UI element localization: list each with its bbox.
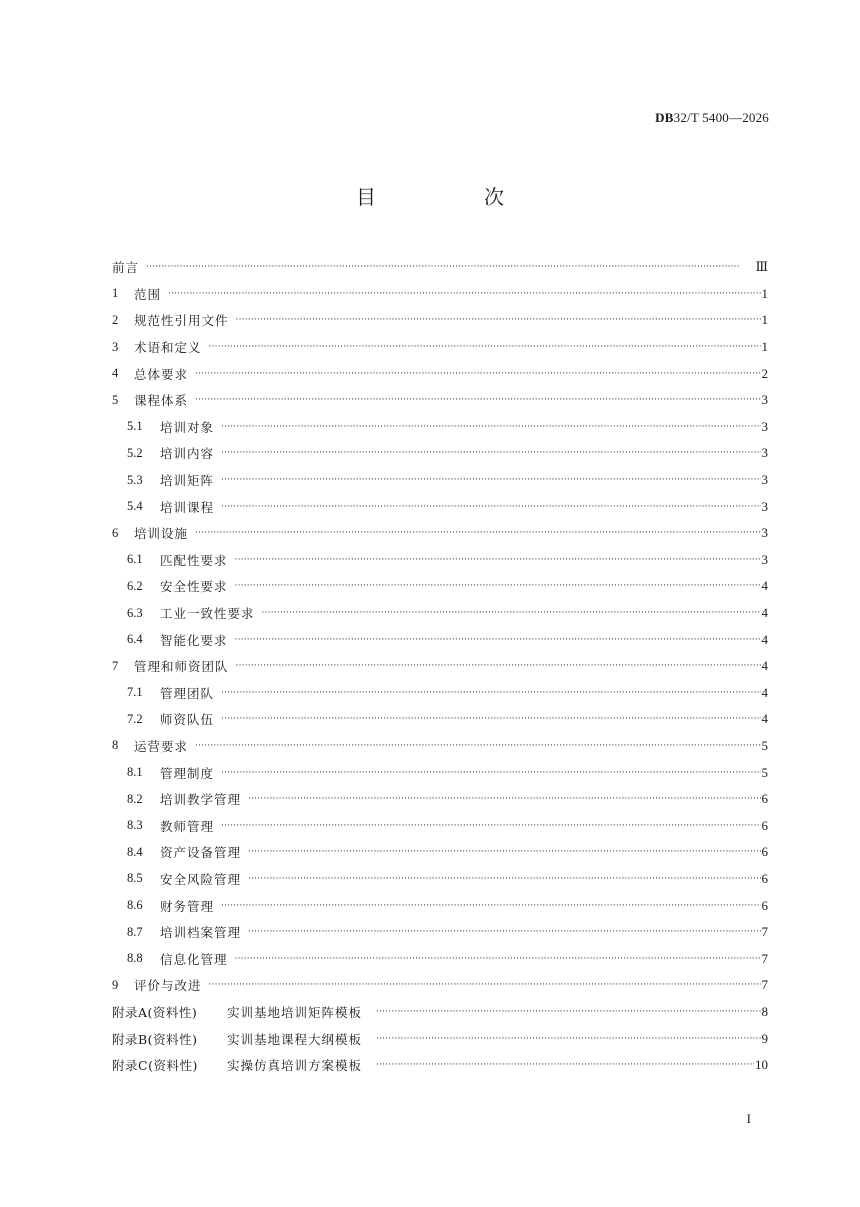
toc-entry-page: 5 — [761, 764, 768, 780]
toc-entry[interactable] — [112, 839, 768, 866]
toc-entry-page: 4 — [761, 711, 768, 727]
toc-leader-dots — [248, 927, 760, 937]
toc-entry-label: 培训内容 — [160, 446, 215, 462]
toc-entry-label: 匹配性要求 — [160, 552, 228, 568]
toc-entry-number: 2 — [112, 312, 119, 327]
toc-entry[interactable] — [112, 547, 768, 574]
toc-leader-dots — [195, 741, 760, 751]
toc-leader-dots — [209, 980, 761, 990]
toc-entry[interactable] — [112, 812, 768, 839]
toc-entry-number: 6.4 — [127, 632, 143, 647]
toc-entry-number: 3 — [112, 339, 119, 354]
toc-entry-number: 8.8 — [127, 951, 143, 966]
toc-entry[interactable] — [112, 706, 768, 733]
toc-entry-page: 3 — [761, 525, 768, 541]
toc-entry-page: 4 — [761, 684, 768, 700]
toc-entry-page: Ⅲ — [755, 259, 768, 275]
toc-entry-label: 培训教学管理 — [160, 792, 242, 808]
toc-entry-page: 6 — [761, 870, 768, 886]
toc-entry-page: 7 — [761, 950, 768, 966]
toc-entry-number: 7.2 — [127, 711, 143, 726]
toc-entry-label: 培训课程 — [160, 499, 215, 515]
toc-leader-dots — [221, 768, 760, 778]
toc-entry-label: 培训对象 — [160, 419, 215, 435]
toc-entry[interactable] — [112, 334, 768, 361]
appendix-prefix: 附录C(资料性) — [112, 1058, 198, 1074]
toc-entry[interactable] — [112, 786, 768, 813]
toc-entry-page: 4 — [761, 631, 768, 647]
toc-entry-label: 培训矩阵 — [160, 473, 215, 489]
toc-entry-label: 工业一致性要求 — [160, 606, 255, 622]
toc-leader-dots — [221, 901, 760, 911]
toc-leader-dots — [221, 714, 760, 724]
toc-entry-page: 6 — [761, 817, 768, 833]
toc-leader-dots — [262, 608, 761, 618]
toc-entry-label: 术语和定义 — [134, 340, 202, 356]
toc-entry-number: 5 — [112, 392, 119, 407]
toc-entry[interactable] — [112, 281, 768, 308]
toc-leader-dots — [235, 581, 761, 591]
toc-entry-page: 6 — [761, 844, 768, 860]
toc-entry-page: 1 — [761, 312, 768, 328]
toc-leader-dots — [376, 1060, 754, 1070]
toc-leader-dots — [221, 688, 760, 698]
toc-entry-page: 4 — [761, 605, 768, 621]
toc-leader-dots — [376, 1034, 760, 1044]
toc-entry[interactable] — [112, 307, 768, 334]
toc-entry-number: 6 — [112, 525, 119, 540]
toc-appendix-entry[interactable] — [112, 999, 768, 1026]
toc-entry-label: 信息化管理 — [160, 951, 228, 967]
toc-entry-label: 资产设备管理 — [160, 845, 242, 861]
toc-entry[interactable] — [112, 573, 768, 600]
toc-leader-dots — [236, 661, 761, 671]
toc-entry[interactable] — [112, 467, 768, 494]
toc-entry-label: 管理和师资团队 — [134, 659, 229, 675]
toc-entry-number: 7.1 — [127, 685, 143, 700]
toc-entry-number: 5.1 — [127, 419, 143, 434]
toc-entry-label: 安全性要求 — [160, 579, 228, 595]
toc-entry-label: 范围 — [134, 286, 162, 302]
standard-code — [655, 110, 769, 126]
toc-entry[interactable] — [112, 759, 768, 786]
toc-appendix-entry[interactable] — [112, 1025, 768, 1052]
toc-entry-page: 2 — [761, 365, 768, 381]
toc-entry-number: 6.3 — [127, 605, 143, 620]
toc-entry-page: 6 — [761, 897, 768, 913]
toc-entry-label: 管理制度 — [160, 765, 215, 781]
toc-entry-number: 9 — [112, 977, 119, 992]
toc-entry-label: 财务管理 — [160, 898, 215, 914]
page-title: 目 次 — [356, 185, 548, 209]
toc-entry-number: 8.3 — [127, 818, 143, 833]
toc-entry[interactable] — [112, 866, 768, 893]
toc-leader-dots — [376, 1007, 760, 1017]
toc-entry-number: 6.1 — [127, 552, 143, 567]
toc-entry-label: 规范性引用文件 — [134, 313, 229, 329]
appendix-prefix: 附录A(资料性) — [112, 1004, 198, 1020]
toc-entry-number: 8.1 — [127, 765, 143, 780]
toc-entry[interactable] — [112, 360, 768, 387]
appendix-page: 10 — [755, 1057, 768, 1073]
appendix-page: 8 — [761, 1003, 768, 1019]
toc-entry-label: 运营要求 — [134, 738, 189, 754]
toc-entry-label: 师资队伍 — [160, 712, 215, 728]
standard-code-number: 32/T 5400—2026 — [673, 110, 769, 125]
toc-leader-dots — [248, 874, 760, 884]
toc-entry-label: 评价与改进 — [134, 978, 202, 994]
toc-entry-page: 4 — [761, 658, 768, 674]
toc-entry-number: 8 — [112, 738, 119, 753]
toc-entry[interactable] — [112, 945, 768, 972]
toc-entry[interactable] — [112, 972, 768, 999]
standard-code-prefix: DB — [655, 110, 674, 125]
toc-leader-dots — [248, 794, 760, 804]
toc-entry-label: 智能化要求 — [160, 632, 228, 648]
toc-leader-dots — [221, 821, 760, 831]
toc-entry-label: 前言 — [112, 260, 140, 276]
toc-entry[interactable] — [112, 520, 768, 547]
toc-leader-dots — [235, 954, 761, 964]
toc-entry[interactable] — [112, 387, 768, 414]
toc-entry[interactable] — [112, 414, 768, 441]
toc-entry-number: 8.2 — [127, 791, 143, 806]
toc-entry-label: 培训档案管理 — [160, 925, 242, 941]
toc-leader-dots — [248, 847, 760, 857]
toc-leader-dots — [168, 289, 760, 299]
toc-leader-dots — [195, 369, 760, 379]
toc-leader-dots — [235, 555, 761, 565]
toc-entry-label: 管理团队 — [160, 685, 215, 701]
toc-entry-number: 8.6 — [127, 898, 143, 913]
toc-leader-dots — [236, 315, 761, 325]
toc-entry-page: 1 — [761, 285, 768, 301]
toc-entry-page: 7 — [761, 977, 768, 993]
toc-entry-page: 3 — [761, 551, 768, 567]
toc-entry[interactable] — [112, 600, 768, 627]
toc-entry-number: 8.5 — [127, 871, 143, 886]
toc-leader-dots — [146, 262, 754, 272]
toc-entry-label: 总体要求 — [134, 366, 189, 382]
toc-entry-page: 5 — [761, 737, 768, 753]
toc-leader-dots — [209, 342, 761, 352]
toc-leader-dots — [195, 395, 760, 405]
toc-leader-dots — [235, 635, 761, 645]
toc-entry-number: 7 — [112, 658, 119, 673]
toc-entry-label: 培训设施 — [134, 526, 189, 542]
toc-entry[interactable] — [112, 680, 768, 707]
toc-entry[interactable] — [112, 440, 768, 467]
toc-entry-label: 安全风险管理 — [160, 871, 242, 887]
toc-entry-number: 5.2 — [127, 445, 143, 460]
toc-entry[interactable] — [112, 254, 768, 281]
toc-entry-number: 5.4 — [127, 499, 143, 514]
toc-entry-page: 3 — [761, 472, 768, 488]
toc-entry-page: 3 — [761, 445, 768, 461]
appendix-title: 实操仿真培训方案模板 — [227, 1058, 363, 1074]
toc-entry-page: 4 — [761, 578, 768, 594]
toc-entry-page: 1 — [761, 339, 768, 355]
toc-entry-number: 8.7 — [127, 924, 143, 939]
toc-entry[interactable] — [112, 493, 768, 520]
toc-entry-number: 5.3 — [127, 472, 143, 487]
toc-leader-dots — [221, 475, 760, 485]
toc-entry[interactable] — [112, 919, 768, 946]
toc-leader-dots — [195, 528, 760, 538]
toc-entry-page: 3 — [761, 418, 768, 434]
page-number: I — [746, 1111, 751, 1126]
toc-entry[interactable] — [112, 626, 768, 653]
toc-entry-number: 4 — [112, 366, 119, 381]
toc-entry-page: 3 — [761, 498, 768, 514]
toc-appendix-entry[interactable] — [112, 1052, 768, 1079]
appendix-prefix: 附录B(资料性) — [112, 1031, 198, 1047]
toc-entry[interactable] — [112, 733, 768, 760]
toc-entry-page: 3 — [761, 392, 768, 408]
appendix-title: 实训基地课程大纲模板 — [227, 1031, 363, 1047]
toc-leader-dots — [221, 502, 760, 512]
appendix-title: 实训基地培训矩阵模板 — [227, 1004, 363, 1020]
toc-entry-label: 教师管理 — [160, 818, 215, 834]
toc-leader-dots — [221, 448, 760, 458]
toc-leader-dots — [221, 422, 760, 432]
toc-entry-number: 8.4 — [127, 844, 143, 859]
toc-entry-label: 课程体系 — [134, 393, 189, 409]
toc-entry-number: 6.2 — [127, 578, 143, 593]
toc-entry[interactable] — [112, 892, 768, 919]
table-of-contents — [112, 254, 768, 1078]
toc-entry[interactable] — [112, 653, 768, 680]
toc-entry-number: 1 — [112, 286, 119, 301]
appendix-page: 9 — [761, 1030, 768, 1046]
toc-entry-page: 6 — [761, 791, 768, 807]
toc-entry-page: 7 — [761, 924, 768, 940]
